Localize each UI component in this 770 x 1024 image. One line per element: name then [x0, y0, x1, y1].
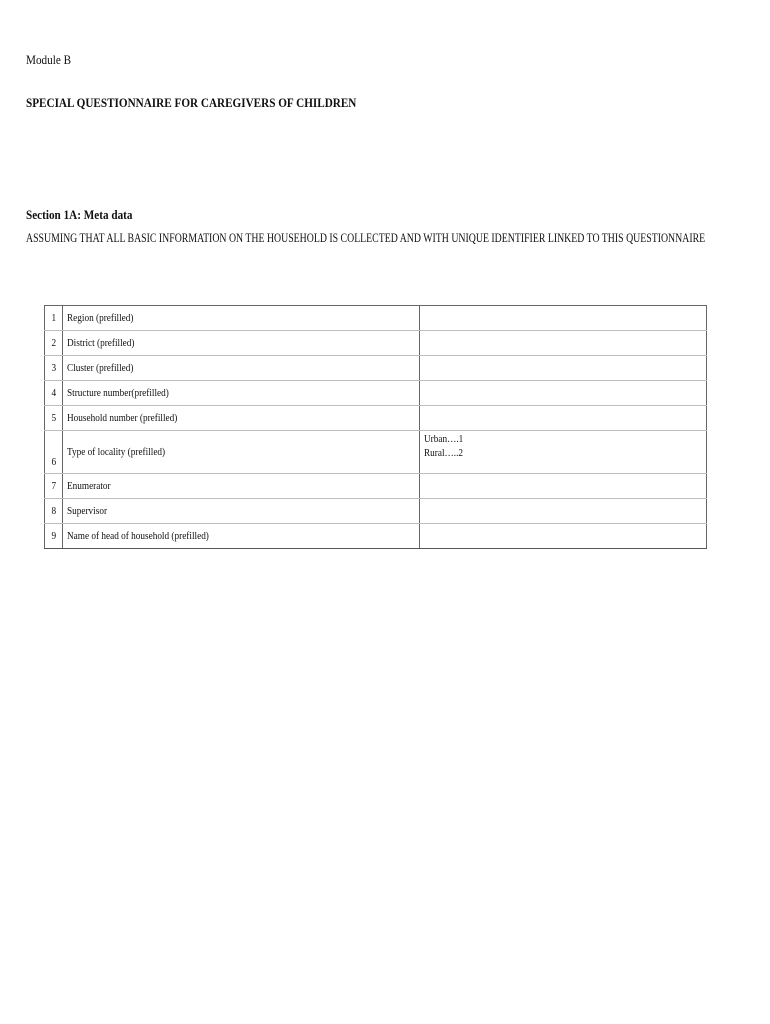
locality-option-rural: Rural…..2 [424, 447, 464, 459]
document-title: SPECIAL QUESTIONNAIRE FOR CAREGIVERS OF CHILDREN [26, 95, 357, 110]
row-label: Region (prefilled) [63, 306, 420, 331]
module-label: Module B [26, 52, 72, 67]
row-number: 5 [45, 406, 63, 431]
row-label: Supervisor [63, 499, 420, 524]
locality-answer-cell[interactable] [420, 431, 707, 474]
row-number: 8 [45, 499, 63, 524]
row-number: 2 [45, 331, 63, 356]
locality-option-urban: Urban….1 [424, 433, 464, 445]
table-row [45, 431, 707, 474]
head-of-household-answer-cell[interactable] [420, 524, 707, 549]
section-title: Section 1A: Meta data [26, 207, 133, 222]
row-label: Enumerator [63, 474, 420, 499]
row-number: 7 [45, 474, 63, 499]
row-label: Type of locality (prefilled) [63, 431, 420, 474]
household-number-answer-cell[interactable] [420, 406, 707, 431]
row-number: 6 [45, 431, 63, 474]
district-answer-cell[interactable] [420, 331, 707, 356]
table-row [45, 306, 707, 331]
table-row [45, 406, 707, 431]
table-row [45, 331, 707, 356]
row-label: Cluster (prefilled) [63, 356, 420, 381]
table-row [45, 524, 707, 549]
structure-number-answer-cell[interactable] [420, 381, 707, 406]
row-label: Name of head of household (prefilled) [63, 524, 420, 549]
table-row [45, 381, 707, 406]
table-row [45, 474, 707, 499]
metadata-table [44, 305, 707, 549]
row-number: 4 [45, 381, 63, 406]
row-label: District (prefilled) [63, 331, 420, 356]
region-answer-cell[interactable] [420, 306, 707, 331]
section-note: ASSUMING THAT ALL BASIC INFORMATION ON THE HOUSEHOLD IS COLLECTED AND WITH UNIQUE IDENTIFIER LINKED TO THIS QUESTIONNAIRE [26, 230, 706, 245]
enumerator-answer-cell[interactable] [420, 474, 707, 499]
table-row [45, 356, 707, 381]
row-number: 3 [45, 356, 63, 381]
row-label: Structure number(prefilled) [63, 381, 420, 406]
supervisor-answer-cell[interactable] [420, 499, 707, 524]
row-number: 9 [45, 524, 63, 549]
table-row [45, 499, 707, 524]
cluster-answer-cell[interactable] [420, 356, 707, 381]
row-label: Household number (prefilled) [63, 406, 420, 431]
row-number: 1 [45, 306, 63, 331]
